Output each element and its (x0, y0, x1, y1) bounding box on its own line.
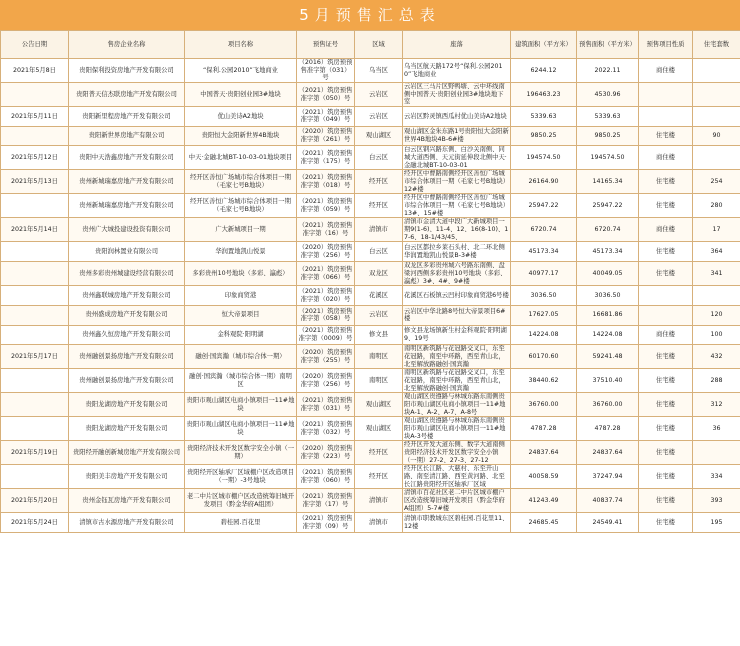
company-cell: 贵州广大城投建设投资有限公司 (69, 218, 185, 242)
presale-area-cell: 45173.34 (577, 242, 639, 262)
district-cell: 南明区 (355, 369, 403, 393)
build-area-cell: 40058.59 (511, 465, 577, 489)
build-area-cell: 5339.63 (511, 107, 577, 127)
company-cell: 贵阳中天浩鑫房地产开发有限公司 (69, 146, 185, 170)
date-cell: 2021年5月20日 (1, 489, 69, 513)
project-cell: 经开区善恒广场城市综合体项目一期（毛家七号B地块） (185, 194, 297, 218)
permit-cell: （2021）筑房预售准字第（09）号 (297, 513, 355, 533)
district-cell: 云岩区 (355, 305, 403, 325)
company-cell: 贵阳保利投资房地产开发有限公司 (69, 59, 185, 83)
date-cell (1, 465, 69, 489)
presale-area-cell: 14224.08 (577, 325, 639, 345)
location-cell: 清镇市金清大道中段广大新城项目一期9(1-6)、11-4、12、16(8-10)、17-6、18-1/43/45、 (403, 218, 511, 242)
permit-cell: （2020）筑房预售准字第（256）号 (297, 242, 355, 262)
table-row (1, 305, 740, 325)
district-cell: 经开区 (355, 465, 403, 489)
build-area-cell: 60170.60 (511, 345, 577, 369)
presale-area-cell: 2022.11 (577, 59, 639, 83)
header-units: 住宅套数 (693, 31, 740, 59)
district-cell: 修文县 (355, 325, 403, 345)
company-cell: 贵州多彩贵州城建设经营有限公司 (69, 262, 185, 286)
district-cell: 南明区 (355, 345, 403, 369)
table-row (1, 59, 740, 83)
table-title: 5月预售汇总表 (0, 0, 740, 30)
header-company: 售房企业名称 (69, 31, 185, 59)
project-cell: 贵阳市观山湖区电商小镇项目一11#地块 (185, 417, 297, 441)
permit-cell: （2016）筑房预预售准字第（031）号 (297, 59, 355, 83)
table-row (1, 286, 740, 306)
build-area-cell: 41243.49 (511, 489, 577, 513)
permit-cell: （2020）筑房预售准字第（256）号 (297, 369, 355, 393)
location-cell: 修文县龙场镇新生村金科观院·阳明湖9、19号 (403, 325, 511, 345)
date-cell (1, 242, 69, 262)
nature-cell (639, 286, 693, 306)
nature-cell: 商住楼 (639, 218, 693, 242)
date-cell (1, 286, 69, 306)
location-cell: 经开区长江路、大慈村、东至开山路、南至清江路、西至黄河路、北至长江路贵阳经开区轴承厂区域 (403, 465, 511, 489)
company-cell: 贵阳新世界房地产有限公司 (69, 126, 185, 146)
permit-cell: （2021）筑房预售准字第（050）号 (297, 83, 355, 107)
location-cell: 乌当区航天路172号“保利.公园2010”飞地商业 (403, 59, 511, 83)
district-cell: 经开区 (355, 170, 403, 194)
project-cell: 老二中片区城市棚户区改造统筹旧城开发项目（黔金华府A组团） (185, 489, 297, 513)
table-row (1, 369, 740, 393)
location-cell: 云岩区三马片区野鸭塘、云中环线南侧中国普天·贵阳创业园3#地块地下室 (403, 83, 511, 107)
table-row (1, 83, 740, 107)
build-area-cell: 38440.62 (511, 369, 577, 393)
permit-cell: （2021）筑房预售准字第（059）号 (297, 194, 355, 218)
date-cell: 2021年5月11日 (1, 107, 69, 127)
permit-cell: （2021）筑房预售准字第（16）号 (297, 218, 355, 242)
header-row (1, 31, 740, 59)
units-cell: 254 (693, 170, 740, 194)
table-row (1, 218, 740, 242)
build-area-cell: 45173.34 (511, 242, 577, 262)
units-cell: 364 (693, 242, 740, 262)
company-cell: 贵阳普天信杰联房地产开发有限公司 (69, 83, 185, 107)
date-cell: 2021年5月8日 (1, 59, 69, 83)
date-cell (1, 305, 69, 325)
project-cell: 印象商贸港 (185, 286, 297, 306)
date-cell (1, 194, 69, 218)
nature-cell: 住宅楼 (639, 369, 693, 393)
nature-cell (639, 107, 693, 127)
table-row (1, 513, 740, 533)
nature-cell: 商住楼 (639, 59, 693, 83)
district-cell: 经开区 (355, 441, 403, 465)
project-cell: 贵阳市观山湖区电商小镇项目一11#地块 (185, 393, 297, 417)
build-area-cell: 26164.90 (511, 170, 577, 194)
build-area-cell: 14224.08 (511, 325, 577, 345)
permit-cell: （2021）筑房预售准字第（0009）号 (297, 325, 355, 345)
date-cell: 2021年5月12日 (1, 146, 69, 170)
table-row (1, 489, 740, 513)
table-row (1, 465, 740, 489)
table-row (1, 393, 740, 417)
units-cell: 100 (693, 325, 740, 345)
company-cell: 贵州鑫联城房地产开发有限公司 (69, 286, 185, 306)
nature-cell: 住宅楼 (639, 513, 693, 533)
company-cell: 贵阳美丰房地产开发有限公司 (69, 465, 185, 489)
units-cell: 334 (693, 465, 740, 489)
location-cell: 清镇市职教城东区碧桂园.百花里11、12楼 (403, 513, 511, 533)
location-cell: 南明区新筑路与花冠路交叉口，东至花冠路，南至中环路，西至青山北，北至解放路融创·国宾瀚 (403, 345, 511, 369)
table-row (1, 126, 740, 146)
project-cell: 华润置地凯山悦景 (185, 242, 297, 262)
date-cell (1, 126, 69, 146)
location-cell: 观山湖区金朱东路1号贵阳恒大金阳新世界4B地块4B-6#楼 (403, 126, 511, 146)
date-cell: 2021年5月13日 (1, 170, 69, 194)
permit-cell: （2021）筑房预售准字第（032）号 (297, 417, 355, 441)
district-cell: 云岩区 (355, 107, 403, 127)
build-area-cell: 6244.12 (511, 59, 577, 83)
nature-cell: 商住楼 (639, 325, 693, 345)
date-cell (1, 369, 69, 393)
company-cell: 清镇市古水源房地产开发有限公司 (69, 513, 185, 533)
header-nature: 预售项目性质 (639, 31, 693, 59)
units-cell: 393 (693, 489, 740, 513)
table-row (1, 146, 740, 170)
units-cell: 120 (693, 305, 740, 325)
district-cell: 白云区 (355, 146, 403, 170)
units-cell: 90 (693, 126, 740, 146)
location-cell: 白云区都拉乡莱石头村、北二环北侧华润置地凯山悦景B-3#楼 (403, 242, 511, 262)
location-cell: 经开区中曹路南侧经开区善恒广场城市综合体项目一期（毛家七号B地块）13#、15#楼 (403, 194, 511, 218)
build-area-cell: 36760.00 (511, 393, 577, 417)
district-cell: 经开区 (355, 194, 403, 218)
units-cell (693, 107, 740, 127)
presale-area-cell: 5339.63 (577, 107, 639, 127)
district-cell: 双龙区 (355, 262, 403, 286)
header-build-area: 建筑面积（平方米） (511, 31, 577, 59)
nature-cell: 住宅楼 (639, 262, 693, 286)
units-cell: 312 (693, 393, 740, 417)
build-area-cell: 3036.50 (511, 286, 577, 306)
nature-cell: 住宅楼 (639, 170, 693, 194)
location-cell: 云岩区黔灵镇西瓜村优山美诗A2地块 (403, 107, 511, 127)
nature-cell: 住宅楼 (639, 465, 693, 489)
permit-cell: （2021）筑房预售准字第（020）号 (297, 286, 355, 306)
location-cell: 经开区中曹路南侧经开区善恒广场城市综合体项目一期（毛家七号B地块）12#楼 (403, 170, 511, 194)
units-cell: 280 (693, 194, 740, 218)
date-cell (1, 83, 69, 107)
location-cell: 花溪区石板镇云凹村印象商贸港6号楼 (403, 286, 511, 306)
table-row (1, 325, 740, 345)
presale-area-cell: 59241.48 (577, 345, 639, 369)
company-cell: 贵阳经开融创新城房地产开发有限公司 (69, 441, 185, 465)
project-cell: 贵阳恒大金阳新世界4B地块 (185, 126, 297, 146)
units-cell: 288 (693, 369, 740, 393)
presale-area-cell: 14165.34 (577, 170, 639, 194)
project-cell: 融创·国宾瀚（城市综合体一期） (185, 345, 297, 369)
build-area-cell: 196463.23 (511, 83, 577, 107)
company-cell: 贵州融创景扬房地产开发有限公司 (69, 345, 185, 369)
district-cell: 清镇市 (355, 218, 403, 242)
presale-area-cell: 24837.64 (577, 441, 639, 465)
table-row (1, 262, 740, 286)
units-cell: 195 (693, 513, 740, 533)
permit-cell: （2021）筑房预售准字第（049）号 (297, 107, 355, 127)
presale-area-cell: 37247.94 (577, 465, 639, 489)
build-area-cell: 17627.05 (511, 305, 577, 325)
nature-cell: 住宅楼 (639, 126, 693, 146)
presale-area-cell: 24549.41 (577, 513, 639, 533)
permit-cell: （2020）筑房预售准字第（255）号 (297, 345, 355, 369)
district-cell: 清镇市 (355, 513, 403, 533)
presale-area-cell: 9850.25 (577, 126, 639, 146)
project-cell: 融创·国宾瀚（城市综合体一期）南明区 (185, 369, 297, 393)
nature-cell: 住宅楼 (639, 417, 693, 441)
header-location: 座落 (403, 31, 511, 59)
header-presale-area: 预售面积（平方米） (577, 31, 639, 59)
date-cell (1, 262, 69, 286)
table-row (1, 417, 740, 441)
district-cell: 云岩区 (355, 83, 403, 107)
build-area-cell: 40977.17 (511, 262, 577, 286)
units-cell: 36 (693, 417, 740, 441)
date-cell (1, 417, 69, 441)
location-cell: 云岩区中华北路8号恒大帝景项目6#楼 (403, 305, 511, 325)
nature-cell: 住宅楼 (639, 441, 693, 465)
permit-cell: （2021）筑房预售准字第（058）号 (297, 305, 355, 325)
permit-cell: （2021）筑房预售准字第（175）号 (297, 146, 355, 170)
location-cell: 双龙区多彩贵州城六号路东南侧、盘梁河西侧多彩贵州10号地块（多彩、瀛彪）3#、4#、9#楼 (403, 262, 511, 286)
project-cell: “保利.公园2010”飞地商业 (185, 59, 297, 83)
permit-cell: （2020）筑房预售准字第（223）号 (297, 441, 355, 465)
location-cell: 观山湖区贵遵路与林城东路东南侧贵阳市观山湖区电商小镇项目一11#地块A-1、A-2、A-7、A-8号 (403, 393, 511, 417)
location-cell: 经开区开发大道东侧、数字大道南侧贵阳经济技术开发区数字安全小镇（一期）27-2、27-3、27-12 (403, 441, 511, 465)
build-area-cell: 194574.50 (511, 146, 577, 170)
presale-area-cell: 3036.50 (577, 286, 639, 306)
company-cell: 贵州融创景扬房地产开发有限公司 (69, 369, 185, 393)
project-cell: 贵阳经开区轴承厂区域棚户区改造项目（一期）-3号地块 (185, 465, 297, 489)
units-cell: 432 (693, 345, 740, 369)
project-cell: 优山美诗A2地块 (185, 107, 297, 127)
nature-cell (639, 83, 693, 107)
date-cell: 2021年5月19日 (1, 441, 69, 465)
permit-cell: （2021）筑房预售准字第（060）号 (297, 465, 355, 489)
location-cell: 清镇市百花社区老二中片区城市棚户区改造统筹旧城开发项目（黔金华府A组团）5-7#楼 (403, 489, 511, 513)
presale-area-cell: 25947.22 (577, 194, 639, 218)
permit-cell: （2020）筑房预售准字第（261）号 (297, 126, 355, 146)
district-cell: 清镇市 (355, 489, 403, 513)
header-permit: 预售证号 (297, 31, 355, 59)
nature-cell: 住宅楼 (639, 489, 693, 513)
district-cell: 白云区 (355, 242, 403, 262)
company-cell: 贵州盛成房地产开发有限公司 (69, 305, 185, 325)
date-cell: 2021年5月14日 (1, 218, 69, 242)
date-cell: 2021年5月24日 (1, 513, 69, 533)
project-cell: 中国普天·贵阳创业园3#地块 (185, 83, 297, 107)
header-project: 项目名称 (185, 31, 297, 59)
build-area-cell: 9850.25 (511, 126, 577, 146)
date-cell: 2021年5月17日 (1, 345, 69, 369)
presale-area-cell: 37510.40 (577, 369, 639, 393)
presale-area-cell: 194574.50 (577, 146, 639, 170)
nature-cell: 住宅楼 (639, 194, 693, 218)
units-cell: 17 (693, 218, 740, 242)
date-cell (1, 393, 69, 417)
company-cell: 贵州新城瑞嘉房地产开发有限公司 (69, 170, 185, 194)
nature-cell (639, 305, 693, 325)
header-date: 公告日期 (1, 31, 69, 59)
project-cell: 恒大帝景项目 (185, 305, 297, 325)
build-area-cell: 4787.28 (511, 417, 577, 441)
company-cell: 贵阳龙湖房地产开发有限公司 (69, 417, 185, 441)
permit-cell: （2021）筑房预售准字第（066）号 (297, 262, 355, 286)
district-cell: 乌当区 (355, 59, 403, 83)
company-cell: 贵州金钰瓦房地产开发有限公司 (69, 489, 185, 513)
company-cell: 贵阳新里程房地产开发有限公司 (69, 107, 185, 127)
permit-cell: （2021）筑房预售准字第（018）号 (297, 170, 355, 194)
district-cell: 观山湖区 (355, 393, 403, 417)
company-cell: 贵州新城瑞嘉房地产开发有限公司 (69, 194, 185, 218)
project-cell: 碧桂园.百花里 (185, 513, 297, 533)
project-cell: 经开区善恒广场城市综合体项目一期（毛家七号B地块） (185, 170, 297, 194)
nature-cell: 住宅楼 (639, 345, 693, 369)
location-cell: 观山湖区贵遵路与林城东路东南侧贵阳市观山湖区电商小镇项目一11#地块A-3号楼 (403, 417, 511, 441)
project-cell: 金科观院·阳明湖 (185, 325, 297, 345)
district-cell: 花溪区 (355, 286, 403, 306)
table-row (1, 170, 740, 194)
company-cell: 贵州鑫久恒房地产开发有限公司 (69, 325, 185, 345)
date-cell (1, 325, 69, 345)
project-cell: 广大新城项目一期 (185, 218, 297, 242)
table-row (1, 194, 740, 218)
presale-area-cell: 4787.28 (577, 417, 639, 441)
presale-summary-table (0, 30, 740, 533)
presale-area-cell: 4530.96 (577, 83, 639, 107)
company-cell: 贵阳龙湖房地产开发有限公司 (69, 393, 185, 417)
table-row (1, 242, 740, 262)
build-area-cell: 24685.45 (511, 513, 577, 533)
units-cell (693, 146, 740, 170)
table-row (1, 441, 740, 465)
presale-area-cell: 16681.86 (577, 305, 639, 325)
location-cell: 白云区钢兴路东侧、白沙关南侧、同城大道西侧、天元街延伸段北侧中天·金融北城BT-10-03-01 (403, 146, 511, 170)
presale-area-cell: 6720.74 (577, 218, 639, 242)
presale-area-cell: 40837.74 (577, 489, 639, 513)
build-area-cell: 6720.74 (511, 218, 577, 242)
units-cell (693, 441, 740, 465)
permit-cell: （2021）筑房预售准字第（17）号 (297, 489, 355, 513)
permit-cell: （2021）筑房预售准字第（031）号 (297, 393, 355, 417)
project-cell: 多彩贵州10号地块（多彩、瀛彪） (185, 262, 297, 286)
project-cell: 中天·金融北城BT-10-03-01地块项目 (185, 146, 297, 170)
build-area-cell: 24837.64 (511, 441, 577, 465)
table-row (1, 107, 740, 127)
nature-cell: 商住楼 (639, 146, 693, 170)
table-row (1, 345, 740, 369)
nature-cell: 住宅楼 (639, 242, 693, 262)
location-cell: 南明区新筑路与花冠路交叉口，东至花冠路，南至中环路，西至青山北，北至解放路融创·国宾瀚 (403, 369, 511, 393)
presale-area-cell: 36760.00 (577, 393, 639, 417)
units-cell (693, 59, 740, 83)
build-area-cell: 25947.22 (511, 194, 577, 218)
units-cell: 341 (693, 262, 740, 286)
project-cell: 贵阳经济技术开发区数字安全小镇（一期） (185, 441, 297, 465)
district-cell: 观山湖区 (355, 417, 403, 441)
units-cell (693, 83, 740, 107)
district-cell: 观山湖区 (355, 126, 403, 146)
header-district: 区域 (355, 31, 403, 59)
company-cell: 贵阳润林置业有限公司 (69, 242, 185, 262)
units-cell (693, 286, 740, 306)
nature-cell: 住宅楼 (639, 393, 693, 417)
presale-area-cell: 40049.05 (577, 262, 639, 286)
